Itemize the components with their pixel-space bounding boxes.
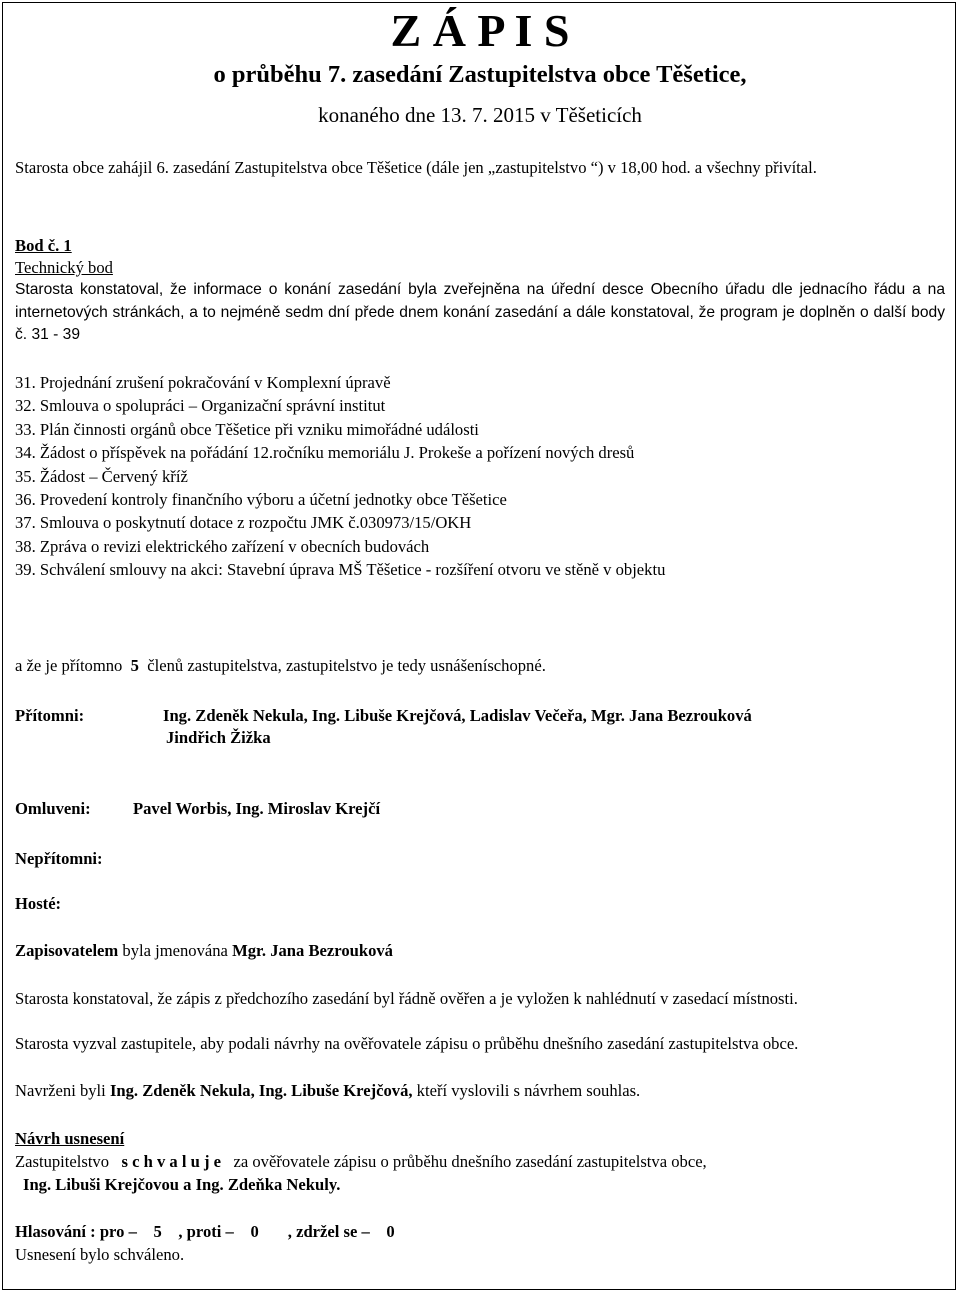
- recorder-name: Mgr. Jana Bezrouková: [232, 941, 393, 960]
- document-page: [2, 2, 956, 1290]
- agenda-item: 38. Zpráva o revizi elektrického zařízení v obecních budovách: [15, 536, 430, 556]
- vote-line: Hlasování : pro – 5 , proti – 0 , zdržel se – 0: [15, 1222, 395, 1241]
- recorder-line: Zapisovatelem byla jmenována Mgr. Jana Bezrouková: [15, 941, 393, 960]
- agenda-item: 39. Schválení smlouvy na akci: Stavební úprava MŠ Těšetice - rozšíření otvoru ve stěně v objektu: [15, 560, 666, 580]
- present-names: Ing. Zdeněk Nekula, Ing. Libuše Krejčová, Ladislav Večeřa, Mgr. Jana Bezrouková: [163, 706, 752, 725]
- agenda-item: 37. Smlouva o poskytnutí dotace z rozpočtu JMK č.030973/15/OKH: [15, 513, 472, 533]
- excused-label: Omluveni:: [15, 799, 91, 818]
- agenda-item: 36. Provedení kontroly finančního výboru a účetní jednotky obce Těšetice: [15, 489, 507, 509]
- agenda-item: 31. Projednání zrušení pokračování v Komplexní úpravě: [15, 373, 391, 392]
- agenda-item: 32. Smlouva o spolupráci – Organizační správní institut: [15, 396, 386, 416]
- resolution-line: Zastupitelstvo s c h v a l u j e za ověřovatele zápisu o průběhu dnešního zasedání zastupitelstva obce,: [15, 1152, 707, 1171]
- resolution-names: Ing. Libuši Krejčovou a Ing. Zdeňka Nekuly.: [23, 1175, 341, 1194]
- vote-abstain: 0: [386, 1222, 395, 1241]
- meeting-date-line: konaného dne 13. 7. 2015 v Těšeticích: [318, 103, 642, 127]
- excused-names: Pavel Worbis, Ing. Miroslav Krejčí: [133, 799, 381, 818]
- quorum-count: 5: [130, 656, 139, 675]
- agenda-item: 35. Žádost – Červený kříž: [15, 466, 188, 486]
- present-names-cont: Jindřich Žižka: [166, 728, 271, 747]
- guests-label: Hosté:: [15, 894, 62, 913]
- nominated-line: Navrženi byli Ing. Zdeněk Nekula, Ing. Libuše Krejčová, kteří vyslovili s návrhem souhlas.: [15, 1081, 641, 1100]
- document-title: Z Á P I S: [390, 5, 570, 56]
- approves-word: s c h v a l u j e: [121, 1152, 222, 1171]
- bod-text: Starosta konstatoval, že informace o konání zasedání byla zveřejněna na úřední desce Obecního úřadu dle jednacího řádu a na internetových stránkách, a to nejméně sedm dní přede dnem konání zasedání a dále konstatoval, že program je doplněn o další body č. 31 - 39: [15, 281, 945, 343]
- agenda-item: 34. Žádost o příspěvek na pořádání 12.ročníku memoriálu J. Prokeše a pořízení nových dresů: [15, 443, 635, 463]
- agenda-item: 33. Plán činnosti orgánů obce Těšetice při vzniku mimořádné události: [15, 419, 479, 439]
- quorum-line: a že je přítomno 5 členů zastupitelstva, zastupitelstvo je tedy usnášeníschopné.: [15, 656, 546, 675]
- agenda-list: [15, 371, 665, 582]
- present-label: Přítomni:: [15, 706, 85, 725]
- vote-against: 0: [250, 1222, 259, 1241]
- bod-heading: Technický bod: [15, 258, 113, 277]
- resolution-heading: Návrh usnesení: [15, 1129, 125, 1148]
- document-subtitle: o průběhu 7. zasedání Zastupitelstva obce Těšetice,: [213, 61, 747, 88]
- prev-minutes-statement: Starosta konstatoval, že zápis z předchozího zasedání byl řádně ověřen a je vyložen k nahlédnutí v zasedací místnosti.: [15, 989, 798, 1008]
- vote-for: 5: [153, 1222, 162, 1241]
- absent-label: Nepřítomni:: [15, 849, 103, 868]
- intro-paragraph: Starosta obce zahájil 6. zasedání Zastupitelstva obce Těšetice (dále jen „zastupitelstvo “) v 18,00 hod. a všechny přivítal.: [15, 158, 817, 177]
- bod-number: Bod č. 1: [15, 236, 72, 255]
- vote-result: Usnesení bylo schváleno.: [15, 1245, 185, 1264]
- verifier-call-statement: Starosta vyzval zastupitele, aby podali návrhy na ověřovatele zápisu o průběhu dnešního zasedání zastupitelstva obce.: [15, 1034, 799, 1053]
